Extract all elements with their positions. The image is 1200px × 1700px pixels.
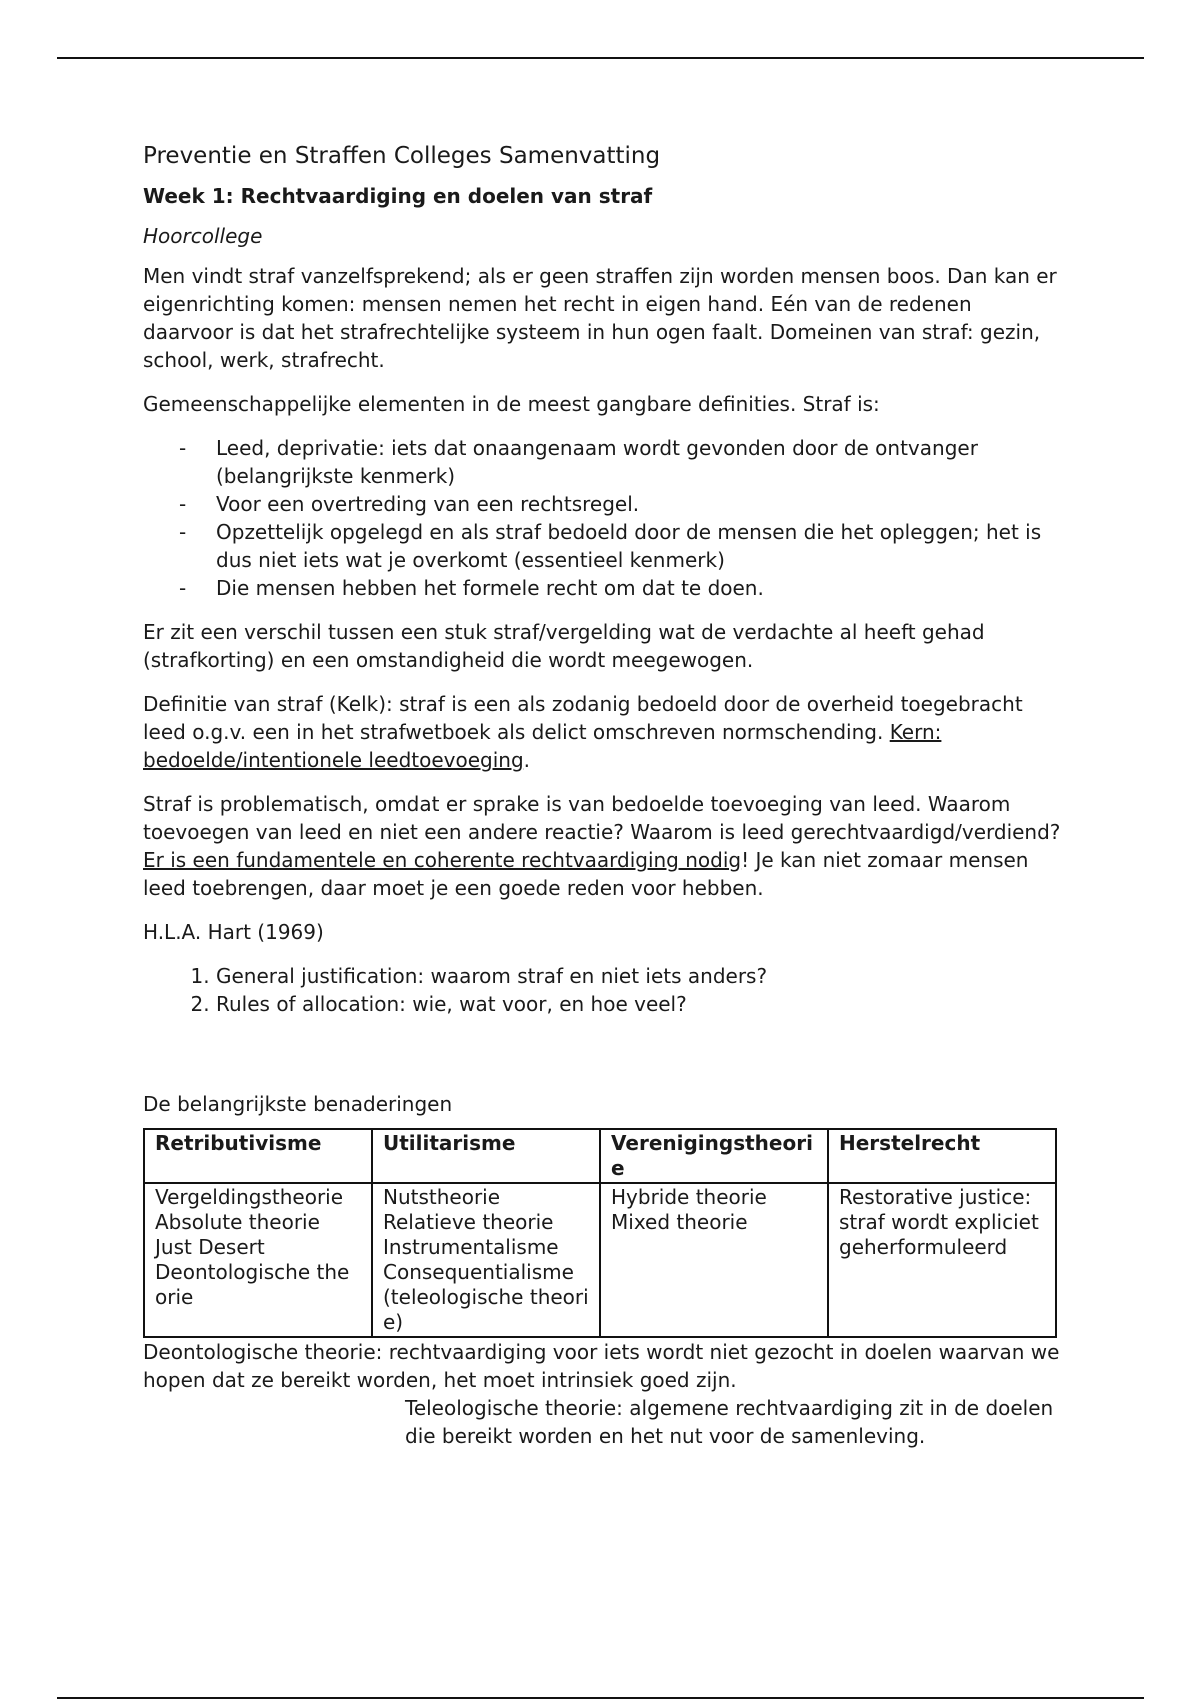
cell-line: Mixed theorie	[611, 1210, 748, 1234]
table-header-cell: Verenigingstheorie	[600, 1129, 828, 1183]
list-item: - Leed, deprivatie: iets dat onaangenaam wordt gevonden door de ontvanger (belangrijkste kenmerk)	[216, 434, 1063, 490]
cell-line: Absolute theorie	[155, 1210, 320, 1234]
cell-line: Vergeldingstheorie	[155, 1185, 344, 1209]
footer-rule	[57, 1697, 1144, 1699]
list-item: - Opzettelijk opgelegd en als straf bedoeld door de mensen die het opleggen; het is dus niet iets wat je overkomt (essentieel kenmerk)	[216, 518, 1063, 574]
deontological-note: Deontologische theorie: rechtvaardiging voor iets wordt niet gezocht in doelen waarvan we hopen dat ze bereikt worden, het moet intrinsiek goed zijn.	[143, 1340, 1060, 1392]
cell-line: Relatieve theorie	[383, 1210, 554, 1234]
table-cell-herstelrecht	[828, 1183, 1056, 1337]
kelk-end: .	[523, 748, 531, 772]
list-item: 2. Rules of allocation: wie, wat voor, en hoe veel?	[216, 990, 1063, 1018]
document-title: Preventie en Straffen Colleges Samenvatting	[143, 143, 661, 169]
table-header-cell: Retributivisme	[144, 1129, 372, 1183]
table-header-cell: Utilitarisme	[372, 1129, 600, 1183]
paragraph-definitions-lead: Gemeenschappelijke elementen in de meest gangbare definities. Straf is:	[143, 392, 880, 416]
cell-line: Hybride theorie	[611, 1185, 767, 1209]
kelk-text: Definitie van straf (Kelk): straf is een als zodanig bedoeld door de overheid toegebracht leed o.g.v. een in het strafwetboek als delict omschreven normschending.	[143, 692, 1023, 744]
table-header-cell: Herstelrecht	[828, 1129, 1056, 1183]
approaches-table	[143, 1128, 1057, 1338]
list-item: 1. General justification: waarom straf en niet iets anders?	[216, 962, 1063, 990]
table-header-row	[144, 1129, 1056, 1183]
paragraph-kelk	[143, 690, 1063, 774]
teleological-note: Teleologische theorie: algemene rechtvaardiging zit in de doelen die bereikt worden en het nut voor de samenleving.	[405, 1396, 1054, 1448]
paragraph-strafkorting: Er zit een verschil tussen een stuk straf/vergelding wat de verdachte al heeft gehad (strafkorting) en een omstandigheid die wordt meegewogen.	[143, 620, 985, 672]
list-item: - Voor een overtreding van een rechtsregel.	[216, 490, 1063, 518]
list-item: - Die mensen hebben het formele recht om dat te doen.	[216, 574, 1063, 602]
cell-line: Deontologische theorie	[155, 1260, 350, 1309]
table-cell-utilitarisme	[372, 1183, 600, 1337]
section-subtitle: Hoorcollege	[143, 224, 263, 248]
paragraph-problematic	[143, 790, 1063, 902]
hart-list	[143, 962, 1063, 1018]
cell-line: Nutstheorie	[383, 1185, 501, 1209]
table-row	[144, 1183, 1056, 1337]
table-title: De belangrijkste benaderingen	[143, 1092, 453, 1116]
problematic-text: Straf is problematisch, omdat er sprake is van bedoelde toevoeging van leed. Waarom toevoegen van leed en niet een andere reactie? Waarom is leed gerechtvaardigd/verdiend?	[143, 792, 1061, 844]
week-heading: Week 1: Rechtvaardiging en doelen van straf	[143, 184, 653, 208]
kelk-core-underlined: Kern: bedoelde/intentionele leedtoevoeging	[143, 720, 942, 772]
table-cell-verenigingstheorie	[600, 1183, 828, 1337]
justification-underlined: Er is een fundamentele en coherente rechtvaardiging nodig	[143, 848, 742, 872]
document-body	[143, 140, 1063, 1450]
cell-line: Restorative justice: straf wordt expliciet geherformuleerd	[839, 1185, 1039, 1259]
after-table-text	[143, 1338, 1063, 1450]
cell-line: Instrumentalisme	[383, 1235, 559, 1259]
hart-reference: H.L.A. Hart (1969)	[143, 920, 324, 944]
table-cell-retributivisme	[144, 1183, 372, 1337]
paragraph-intro: Men vindt straf vanzelfsprekend; als er geen straffen zijn worden mensen boos. Dan kan er eigenrichting komen: mensen nemen het recht in eigen hand. Eén van de redenen daarvoor is dat het strafrechtelijke systeem in hun ogen faalt. Domeinen van straf: gezin, school, werk, strafrecht.	[143, 264, 1057, 372]
problematic-end: ! Je kan niet zomaar mensen leed toebrengen, daar moet je een goede reden voor hebben.	[143, 848, 1029, 900]
definition-list	[143, 434, 1063, 602]
cell-line: Just Desert	[155, 1235, 265, 1259]
cell-line: Consequentialisme (teleologische theorie)	[383, 1260, 589, 1334]
header-rule	[57, 57, 1144, 59]
